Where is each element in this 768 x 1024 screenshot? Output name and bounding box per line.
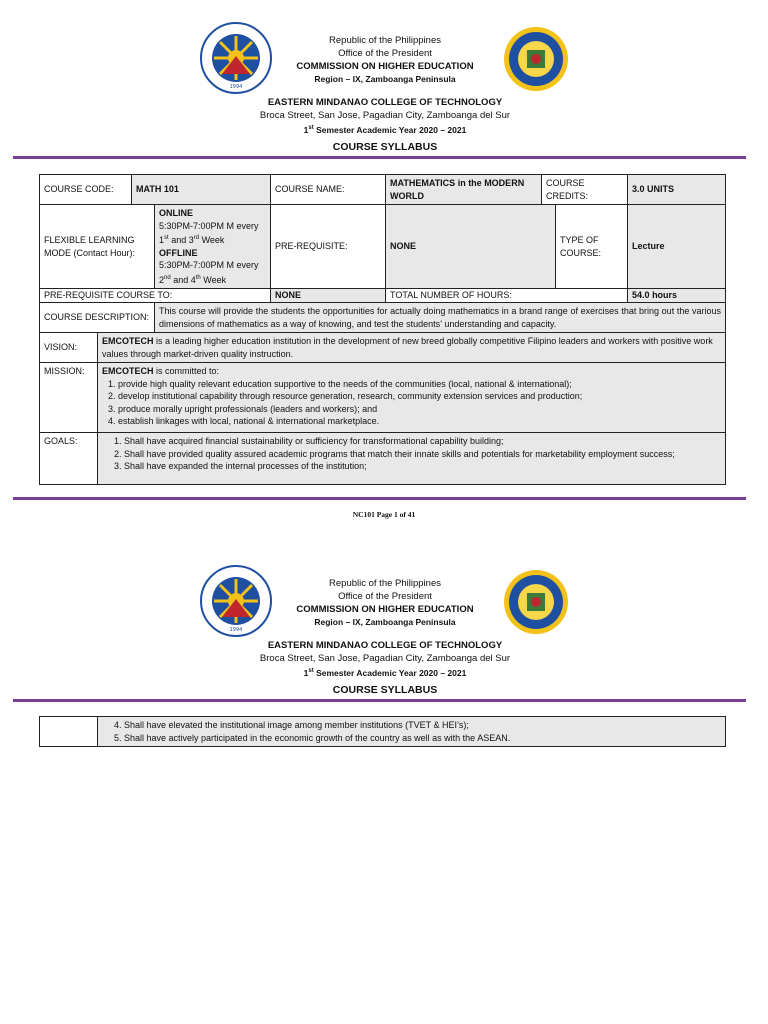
mission-intro: EMCOTECH is committed to: xyxy=(102,366,220,376)
goals-continued-value xyxy=(98,717,726,747)
mission-list xyxy=(102,378,721,428)
learning-mode-label: FLEXIBLE LEARNING MODE (Contact Hour): xyxy=(40,205,155,289)
goals-list-continued xyxy=(102,719,721,744)
online-label: ONLINE xyxy=(159,208,194,218)
vision-value: EMCOTECH is a leading higher education institution in the development of new breed globally competitive Filipino leaders and workers with positive work values through market-driven quality instruction. xyxy=(98,333,726,363)
mission-item: 1. provide high quality relevant education supportive to the needs of the communities (local, national & international); xyxy=(118,378,721,391)
letterhead-office: Office of the President xyxy=(338,48,432,59)
vision-label: VISION: xyxy=(40,333,98,363)
school-address: Broca Street, San Jose, Pagadian City, Zamboanga del Sur xyxy=(259,110,511,121)
course-type-label: TYPE OF COURSE: xyxy=(556,205,628,289)
prerequisite-value: NONE xyxy=(386,205,556,289)
course-name-label: COURSE NAME: xyxy=(271,175,386,205)
goals-value xyxy=(98,433,726,485)
header-rule xyxy=(13,699,746,702)
letterhead-ched: COMMISSION ON HIGHER EDUCATION xyxy=(296,604,474,615)
school-name: EASTERN MINDANAO COLLEGE OF TECHNOLOGY xyxy=(267,640,503,651)
page-number: NC101 Page 1 of 41 xyxy=(352,510,416,519)
mission-label: MISSION: xyxy=(40,363,98,433)
goals-continued-table xyxy=(39,716,726,747)
svg-text:1994: 1994 xyxy=(229,627,243,633)
mission-value xyxy=(98,363,726,433)
goal-item: 5. Shall have actively participated in the economic growth of the country as well as with the ASEAN. xyxy=(124,732,721,745)
goal-item: 2. Shall have provided quality assured academic programs that match their innate skills and potentials for marketability employment success; xyxy=(124,448,721,461)
offline-time: 5:30PM-7:00PM M every xyxy=(159,260,259,270)
goals-label-empty xyxy=(40,717,98,747)
doc-title: COURSE SYLLABUS xyxy=(332,141,438,153)
goals-list xyxy=(102,435,721,473)
page-2 xyxy=(0,543,768,753)
letterhead-region: Region – IX, Zamboanga Peninsula xyxy=(314,617,456,627)
goal-item: 4. Shall have elevated the institutional image among member institutions (TVET & HEI’s); xyxy=(124,719,721,732)
footer-rule xyxy=(13,497,746,500)
learning-mode-value xyxy=(155,205,271,289)
goal-item: 3. Shall have expanded the internal processes of the institution; xyxy=(124,460,721,473)
total-hours-label: TOTAL NUMBER OF HOURS: xyxy=(386,289,628,303)
course-type-value: Lecture xyxy=(628,205,726,289)
offline-weeks: 2nd and 4th Week xyxy=(159,274,227,285)
svg-text:1994: 1994 xyxy=(229,84,243,90)
letterhead-republic: Republic of the Philippines xyxy=(329,578,441,589)
online-weeks: 1st and 3rd Week xyxy=(159,235,225,245)
offline-label: OFFLINE xyxy=(159,247,198,258)
letterhead-republic: Republic of the Philippines xyxy=(329,35,441,46)
letterhead-region: Region – IX, Zamboanga Peninsula xyxy=(314,74,456,84)
goal-item: 1. Shall have acquired financial sustainability or sufficiency for transformational capability building; xyxy=(124,435,721,448)
doc-title: COURSE SYLLABUS xyxy=(332,684,438,696)
mission-item: 3. produce morally upright professionals (leaders and workers); and xyxy=(118,403,721,416)
description-value: This course will provide the students the opportunities for actually doing mathematics in a brand range of exercises that bring out the various dimensions of mathematics as a way of knowing, and test the students’ understanding and capacity. xyxy=(155,303,726,333)
goals-label: GOALS: xyxy=(40,433,98,485)
course-code-label: COURSE CODE: xyxy=(40,175,132,205)
course-credits-value: 3.0 UNITS xyxy=(628,175,726,205)
prerequisite-label: PRE-REQUISITE: xyxy=(271,205,386,289)
mission-item: 4. establish linkages with local, national & international marketplace. xyxy=(118,415,721,428)
letterhead-ched: COMMISSION ON HIGHER EDUCATION xyxy=(296,61,474,72)
description-label: COURSE DESCRIPTION: xyxy=(40,303,155,333)
letterhead xyxy=(190,34,580,137)
prereq-to-value: NONE xyxy=(271,289,386,303)
mission-item: 2. develop institutional capability through resource generation, research, community extension services and production; xyxy=(118,390,721,403)
course-code-value: MATH 101 xyxy=(132,175,271,205)
online-time: 5:30PM-7:00PM M every xyxy=(159,220,259,231)
syllabus-table xyxy=(39,174,726,485)
header-rule xyxy=(13,156,746,159)
course-credits-label: COURSE CREDITS: xyxy=(542,175,628,205)
letterhead-office: Office of the President xyxy=(338,591,432,602)
semester-line: 1st Semester Academic Year 2020 – 2021 xyxy=(303,667,467,678)
school-address: Broca Street, San Jose, Pagadian City, Zamboanga del Sur xyxy=(259,653,511,664)
course-name-value: MATHEMATICS in the MODERN WORLD xyxy=(386,175,542,205)
school-name: EASTERN MINDANAO COLLEGE OF TECHNOLOGY xyxy=(267,97,503,108)
semester-line: 1st Semester Academic Year 2020 – 2021 xyxy=(303,124,467,135)
prereq-to-label: PRE-REQUISITE COURSE TO: xyxy=(40,289,271,303)
total-hours-value: 54.0 hours xyxy=(628,289,726,303)
letterhead xyxy=(190,577,580,680)
